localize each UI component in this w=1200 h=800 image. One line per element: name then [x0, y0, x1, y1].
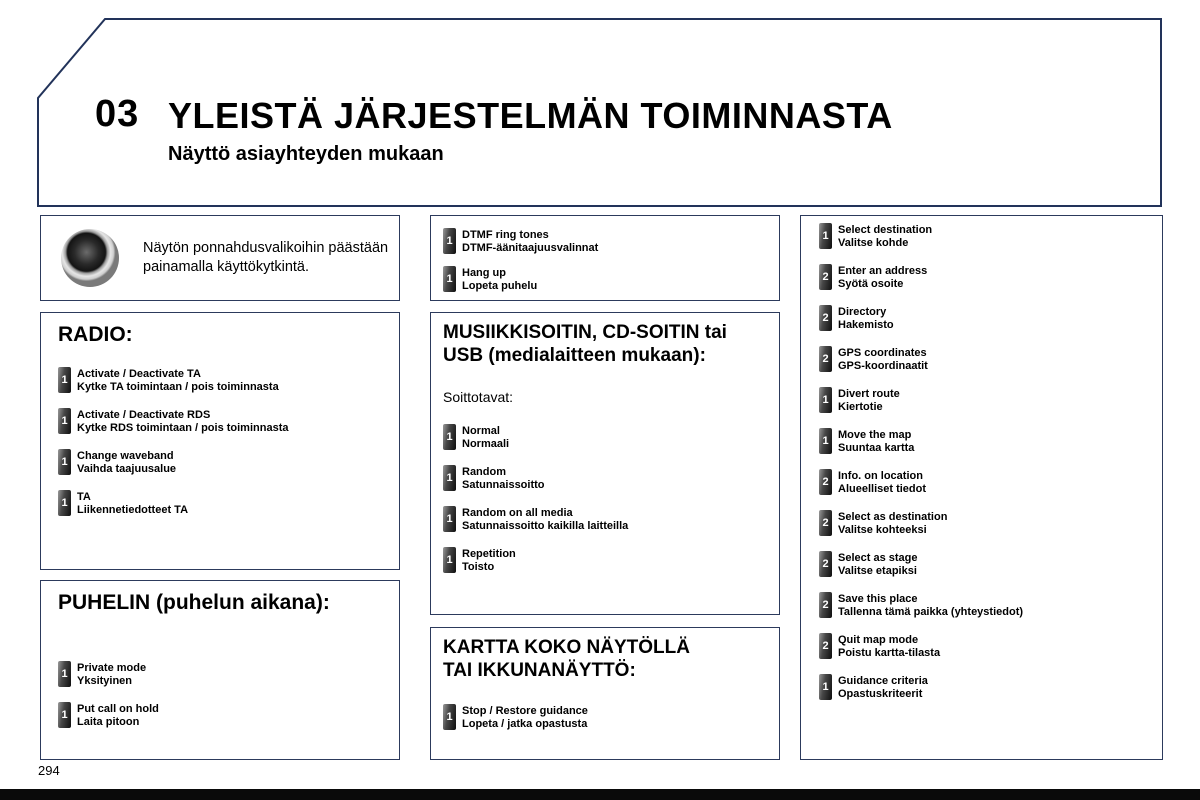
key-badge: 1: [58, 449, 71, 475]
label-en: Put call on hold: [77, 703, 159, 715]
key-badge: 1: [58, 490, 71, 516]
label-fi: Kytke TA toimintaan / pois toiminnasta: [77, 380, 279, 393]
label-en: Save this place: [838, 593, 918, 605]
list-item: [819, 223, 1152, 249]
label-fi: Laita pitoon: [77, 715, 140, 728]
label-en: DTMF ring tones: [462, 229, 549, 241]
key-badge: 1: [443, 506, 456, 532]
label-fi: Valitse kohteeksi: [838, 523, 927, 536]
key-badge: 2: [819, 633, 832, 659]
item-list: [58, 661, 389, 728]
label-fi: Valitse kohde: [838, 236, 909, 249]
section-phone-controls: [430, 215, 780, 301]
footer-bar: [0, 789, 1200, 800]
control-knob-icon: [61, 229, 119, 287]
label-en: Repetition: [462, 548, 516, 560]
list-item: [443, 506, 769, 532]
key-badge: 1: [819, 223, 832, 249]
key-badge: 2: [819, 510, 832, 536]
label-fi: Toisto: [462, 560, 495, 573]
item-list: [443, 228, 769, 292]
label-en: GPS coordinates: [838, 347, 927, 359]
section-navigation: [800, 215, 1163, 760]
key-badge: 1: [819, 428, 832, 454]
page-subtitle: Näyttö asiayhteyden mukaan: [168, 143, 444, 165]
label-en: Select as stage: [838, 552, 918, 564]
page-title: YLEISTÄ JÄRJESTELMÄN TOIMINNASTA: [168, 95, 893, 136]
label-en: Select destination: [838, 224, 933, 236]
label-en: Divert route: [838, 388, 900, 400]
section-map-display: [430, 627, 780, 760]
label-fi: Opastuskriteerit: [838, 687, 923, 700]
key-badge: 2: [819, 469, 832, 495]
item-list: [443, 704, 769, 730]
label-en: Guidance criteria: [838, 675, 928, 687]
label-fi: Lopeta / jatka opastusta: [462, 717, 588, 730]
key-badge: 2: [819, 346, 832, 372]
label-fi: Suuntaa kartta: [838, 441, 915, 454]
label-fi: Syötä osoite: [838, 277, 904, 290]
item-list: [443, 424, 769, 573]
key-badge: 1: [443, 547, 456, 573]
key-badge: 1: [58, 661, 71, 687]
item-list: [819, 223, 1152, 700]
list-item: [443, 266, 769, 292]
list-item: [819, 510, 1152, 536]
label-fi: Valitse etapiksi: [838, 564, 917, 577]
list-item: [819, 387, 1152, 413]
key-badge: 2: [819, 592, 832, 618]
key-badge: 1: [58, 367, 71, 393]
label-en: Activate / Deactivate TA: [77, 368, 201, 380]
list-item: [819, 551, 1152, 577]
label-fi: Hakemisto: [838, 318, 894, 331]
label-fi: Kytke RDS toimintaan / pois toiminnasta: [77, 421, 289, 434]
list-item: [819, 592, 1152, 618]
label-fi: Satunnaissoitto kaikilla laitteilla: [462, 519, 629, 532]
section-phone-call: [40, 580, 400, 760]
label-en: Random on all media: [462, 507, 573, 519]
label-fi: DTMF-äänitaajuusvalinnat: [462, 241, 599, 254]
list-item: [58, 702, 389, 728]
intro-text: Näytön ponnahdusvalikoihin päästään painamalla käyttökytkintä.: [143, 240, 389, 275]
page-number: 294: [38, 763, 60, 778]
label-en: Change waveband: [77, 450, 174, 462]
list-item: [58, 490, 389, 516]
label-en: Move the map: [838, 429, 912, 441]
label-en: Directory: [838, 306, 887, 318]
label-fi: Kiertotie: [838, 400, 883, 413]
label-en: Hang up: [462, 267, 506, 279]
label-fi: Satunnaissoitto: [462, 478, 545, 491]
key-badge: 1: [443, 228, 456, 254]
list-item: [819, 428, 1152, 454]
label-fi: GPS-koordinaatit: [838, 359, 928, 372]
list-item: [443, 704, 769, 730]
list-item: [443, 228, 769, 254]
chapter-number: 03: [95, 93, 140, 135]
list-item: [443, 424, 769, 450]
label-fi: Normaali: [462, 437, 510, 450]
label-en: Activate / Deactivate RDS: [77, 409, 211, 421]
list-item: [58, 449, 389, 475]
label-en: Random: [462, 466, 506, 478]
label-fi: Tallenna tämä paikka (yhteystiedot): [838, 605, 1024, 618]
intro-box: [40, 215, 400, 301]
list-item: [819, 346, 1152, 372]
list-item: [443, 547, 769, 573]
key-badge: 1: [443, 424, 456, 450]
key-badge: 1: [819, 387, 832, 413]
list-item: [819, 633, 1152, 659]
list-item: [58, 661, 389, 687]
key-badge: 1: [443, 465, 456, 491]
label-en: Enter an address: [838, 265, 928, 277]
label-en: Select as destination: [838, 511, 948, 523]
label-en: Private mode: [77, 662, 147, 674]
label-fi: Vaihda taajuusalue: [77, 462, 177, 475]
key-badge: 2: [819, 551, 832, 577]
list-item: [58, 367, 389, 393]
label-en: Quit map mode: [838, 634, 919, 646]
list-item: [819, 264, 1152, 290]
section-title: RADIO:: [58, 323, 133, 346]
label-fi: Poistu kartta-tilasta: [838, 646, 941, 659]
label-en: Stop / Restore guidance: [462, 705, 588, 717]
key-badge: 2: [819, 305, 832, 331]
section-radio: [40, 312, 400, 570]
label-fi: Liikennetiedotteet TA: [77, 503, 189, 516]
label-en: TA: [77, 491, 91, 503]
label-fi: Lopeta puhelu: [462, 279, 538, 292]
media-subtitle: Soittotavat:: [443, 389, 514, 405]
key-badge: 1: [819, 674, 832, 700]
section-title: MUSIIKKISOITIN, CD-SOITIN tai USB (medialaitteen mukaan):: [443, 322, 727, 366]
key-badge: 1: [443, 704, 456, 730]
list-item: [819, 469, 1152, 495]
list-item: [819, 674, 1152, 700]
key-badge: 1: [58, 702, 71, 728]
list-item: [443, 465, 769, 491]
label-fi: Alueelliset tiedot: [838, 482, 927, 495]
label-en: Info. on location: [838, 470, 923, 482]
label-en: Normal: [462, 425, 500, 437]
section-title: KARTTA KOKO NÄYTÖLLÄ TAI IKKUNANÄYTTÖ:: [443, 637, 690, 681]
label-fi: Yksityinen: [77, 674, 133, 687]
key-badge: 1: [443, 266, 456, 292]
section-media: [430, 312, 780, 615]
key-badge: 1: [58, 408, 71, 434]
list-item: [819, 305, 1152, 331]
key-badge: 2: [819, 264, 832, 290]
item-list: [58, 367, 389, 516]
list-item: [58, 408, 389, 434]
section-title: PUHELIN (puhelun aikana):: [58, 591, 330, 614]
